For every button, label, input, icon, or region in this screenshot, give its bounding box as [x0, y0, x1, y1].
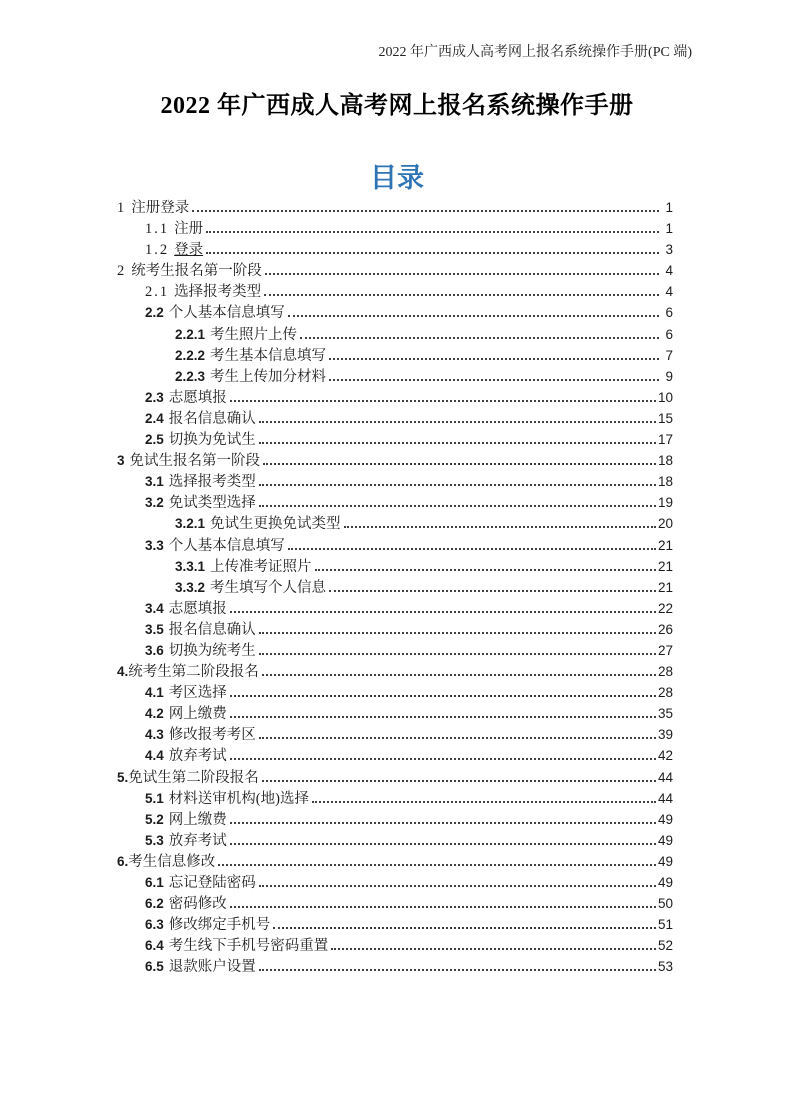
toc-entry-number: 1.1 [145, 221, 170, 238]
toc-entry[interactable] [117, 788, 673, 809]
toc-leader-dots [264, 294, 659, 296]
toc-entry-page: 1 [665, 200, 673, 215]
toc-entry[interactable] [117, 218, 673, 239]
toc-entry[interactable] [117, 345, 673, 366]
toc-entry-number: 4.4 [145, 748, 164, 764]
toc-entry-number: 3 [117, 453, 125, 469]
toc-entry-title: 考生上传加分材料 [210, 368, 327, 385]
toc-entry-title: 免试类型选择 [168, 495, 256, 512]
toc-leader-dots [265, 273, 659, 275]
toc-entry[interactable] [117, 619, 673, 640]
toc-entry-page: 51 [657, 917, 673, 933]
toc-leader-dots [329, 590, 656, 592]
toc-leader-dots [288, 315, 659, 317]
toc-entry-page: 21 [657, 537, 673, 553]
toc-leader-dots [288, 548, 656, 550]
toc-leader-dots [331, 948, 656, 950]
toc-entry-title: 考生信息修改 [128, 853, 216, 870]
toc-entry-number: 3.2 [145, 495, 164, 511]
toc-entry-title: 统考生报名第一阶段 [131, 263, 262, 280]
toc-entry-page: 27 [657, 642, 673, 658]
toc-leader-dots [273, 927, 656, 929]
toc-entry[interactable] [117, 387, 673, 408]
document-title: 2022 年广西成人高考网上报名系统操作手册 [160, 93, 634, 119]
toc-leader-dots [259, 653, 656, 655]
toc-entry-title: 材料送审机构(地)选择 [168, 790, 309, 807]
toc-entry[interactable] [117, 914, 673, 935]
toc-entry-page: 49 [657, 811, 673, 827]
toc-leader-dots [206, 231, 659, 233]
toc-leader-dots [262, 780, 656, 782]
toc-entry-page: 22 [657, 600, 673, 616]
toc-leader-dots [230, 611, 656, 613]
toc-entry-page: 26 [657, 621, 673, 637]
toc-entry[interactable] [117, 851, 673, 872]
toc-leader-dots [230, 843, 656, 845]
toc-entry-number: 2 [117, 263, 127, 280]
toc-entry[interactable] [117, 830, 673, 851]
toc-entry-title: 个人基本信息填写 [168, 537, 285, 554]
toc-entry-title: 注册登录 [131, 200, 190, 216]
toc-leader-dots [329, 358, 659, 360]
toc-entry-page: 1 [665, 221, 673, 237]
toc-heading: 目录 [370, 163, 424, 193]
toc-entry-number: 4.3 [145, 727, 164, 743]
toc-entry-title: 免试生报名第一阶段 [129, 453, 261, 470]
toc-entry-page: 21 [657, 558, 673, 574]
toc-entry-number: 3.5 [145, 621, 164, 637]
toc-entry-title: 选择报考类型 [174, 284, 262, 301]
toc-entry-number: 6.2 [145, 896, 164, 912]
toc-entry-page: 7 [665, 347, 673, 363]
toc-leader-dots [300, 337, 659, 339]
toc-entry-page: 44 [657, 790, 673, 806]
toc-entry-number: 2.2.3 [175, 368, 206, 384]
toc-entry[interactable] [117, 281, 673, 302]
toc-leader-dots [259, 885, 656, 887]
toc-entry[interactable] [117, 872, 673, 893]
toc-entry-page: 19 [657, 495, 673, 511]
toc-entry-number: 3.2.1 [175, 516, 206, 532]
toc-entry-number: 3.3.1 [175, 558, 206, 574]
toc-leader-dots [206, 252, 659, 254]
toc-entry-number: 6. [117, 853, 129, 869]
toc-entry-number: 2.3 [145, 389, 164, 405]
toc-entry-page: 18 [657, 453, 673, 469]
toc-leader-dots [218, 864, 656, 866]
toc-entry[interactable] [117, 703, 673, 724]
toc-entry-title: 考生基本信息填写 [210, 347, 327, 364]
toc-entry[interactable] [117, 450, 673, 471]
toc-entry-page: 44 [657, 769, 673, 785]
toc-entry-title: 个人基本信息填写 [168, 305, 285, 322]
toc-entry[interactable] [117, 408, 673, 429]
toc-entry[interactable] [117, 661, 673, 682]
toc-entry-page: 3 [665, 242, 673, 258]
page-header [0, 41, 692, 61]
toc-entry-number: 4.1 [145, 685, 164, 701]
toc-entry-title: 考区选择 [168, 685, 227, 702]
toc-entry[interactable] [117, 577, 673, 598]
toc-entry[interactable] [117, 535, 673, 556]
toc-entry-title: 放弃考试 [168, 832, 227, 849]
toc-entry[interactable] [117, 197, 673, 218]
toc-entry-number: 3.1 [145, 474, 164, 490]
toc-entry-number: 1 [117, 200, 127, 216]
toc-leader-dots [230, 822, 656, 824]
toc-leader-dots [315, 569, 656, 571]
toc-entry[interactable] [117, 767, 673, 788]
toc-entry-number: 3.6 [145, 642, 164, 658]
toc-leader-dots [230, 716, 656, 718]
toc-entry-title: 志愿填报 [168, 389, 227, 406]
header-text: 2022 年广西成人高考网上报名系统操作手册(PC 端) [378, 45, 692, 60]
toc-entry-title: 登录 [174, 242, 204, 259]
toc-leader-dots [263, 463, 656, 465]
toc-entry-title: 密码修改 [168, 896, 227, 913]
toc-entry[interactable] [117, 745, 673, 766]
toc-entry-page: 53 [657, 959, 673, 975]
toc-leader-dots [259, 737, 656, 739]
toc-leader-dots [344, 526, 656, 528]
toc-entry-number: 2.4 [145, 410, 164, 426]
toc-entry[interactable] [117, 239, 673, 260]
toc-entry-title: 报名信息确认 [168, 410, 256, 427]
toc-entry-page: 49 [657, 853, 673, 869]
toc-entry[interactable] [117, 492, 673, 513]
toc-entry-page: 6 [665, 326, 673, 342]
toc-entry[interactable] [117, 471, 673, 492]
toc-entry-title: 考生填写个人信息 [210, 579, 327, 596]
toc-entry-page: 10 [657, 389, 673, 405]
toc-entry[interactable] [117, 556, 673, 577]
toc-entry-page: 39 [657, 727, 673, 743]
toc-entry[interactable] [117, 302, 673, 323]
toc-entry-page: 52 [657, 938, 673, 954]
toc-entry-page: 17 [657, 432, 673, 448]
toc-leader-dots [192, 210, 659, 212]
toc-entry-title: 忘记登陆密码 [168, 875, 256, 891]
toc-entry-number: 3.3.2 [175, 579, 206, 595]
toc-entry[interactable] [117, 724, 673, 745]
toc-entry[interactable] [117, 682, 673, 703]
toc-entry-number: 4. [117, 664, 129, 680]
toc-leader-dots [230, 400, 656, 402]
toc-entry-page: 50 [657, 896, 673, 912]
toc-leader-dots [259, 632, 656, 634]
toc-entry-page: 20 [657, 516, 673, 532]
toc-leader-dots [312, 801, 656, 803]
toc-entry-number: 3.3 [145, 537, 164, 553]
toc-entry-title: 切换为免试生 [168, 432, 256, 449]
toc-entry[interactable] [117, 598, 673, 619]
toc-entry-page: 28 [657, 685, 673, 701]
toc-entry-page: 18 [657, 474, 673, 490]
toc-leader-dots [259, 505, 656, 507]
toc-entry-title: 修改绑定手机号 [168, 917, 271, 934]
toc-entry[interactable] [117, 956, 673, 977]
toc-leader-dots [230, 695, 656, 697]
toc-entry[interactable] [117, 893, 673, 914]
toc-entry-number: 1.2 [145, 242, 170, 259]
toc-entry[interactable] [117, 640, 673, 661]
toc-leader-dots [329, 379, 659, 381]
toc-entry[interactable] [117, 513, 673, 534]
toc-entry-page: 4 [665, 263, 673, 279]
toc-entry[interactable] [117, 809, 673, 830]
toc-entry-number: 6.4 [145, 938, 164, 954]
toc-entry-title: 免试生第二阶段报名 [128, 769, 259, 786]
toc-entry-page: 9 [665, 368, 673, 384]
toc-entry-number: 2.5 [145, 432, 164, 448]
toc-entry-number: 5. [117, 769, 129, 785]
toc-entry-title: 切换为统考生 [168, 642, 256, 659]
toc-entry-title: 选择报考类型 [168, 474, 256, 491]
toc-entry-number: 3.4 [145, 600, 164, 616]
toc-leader-dots [259, 442, 656, 444]
toc-entry-page: 6 [665, 305, 673, 321]
toc-entry-title: 放弃考试 [168, 748, 227, 765]
toc-entry[interactable] [117, 366, 673, 387]
toc-entry-page: 21 [657, 579, 673, 595]
toc-leader-dots [259, 421, 656, 423]
toc-entry-page: 15 [657, 410, 673, 426]
toc-entry-title: 统考生第二阶段报名 [128, 664, 259, 681]
toc-entry-number: 5.3 [145, 832, 164, 848]
toc-entry[interactable] [117, 324, 673, 345]
toc-entry-title: 报名信息确认 [168, 621, 256, 638]
toc-list [117, 197, 673, 977]
toc-entry-number: 2.2.2 [175, 347, 206, 363]
toc-entry-number: 6.5 [145, 959, 164, 975]
toc-entry-page: 49 [657, 832, 673, 848]
toc-leader-dots [230, 906, 656, 908]
toc-entry-title: 网上缴费 [168, 811, 227, 828]
toc-entry-number: 2.2 [145, 305, 164, 321]
toc-entry-title: 志愿填报 [168, 600, 227, 617]
toc-entry-title: 修改报考考区 [168, 727, 256, 744]
toc-entry-page: 35 [657, 706, 673, 722]
toc-leader-dots [259, 969, 656, 971]
toc-entry-title: 注册 [174, 221, 204, 238]
toc-entry-page: 4 [665, 284, 673, 300]
toc-leader-dots [230, 758, 656, 760]
toc-entry-number: 4.2 [145, 706, 164, 722]
toc-entry[interactable] [117, 429, 673, 450]
toc-entry-title: 网上缴费 [168, 706, 227, 723]
toc-entry-title: 考生照片上传 [210, 326, 298, 343]
toc-entry-page: 49 [657, 875, 673, 890]
toc-entry-number: 6.1 [145, 875, 164, 890]
toc-entry[interactable] [117, 260, 673, 281]
toc-entry-title: 考生线下手机号密码重置 [168, 938, 329, 955]
toc-entry-title: 退款账户设置 [168, 959, 256, 976]
toc-entry-page: 28 [657, 664, 673, 680]
toc-entry-page: 42 [657, 748, 673, 764]
toc-entry-number: 5.2 [145, 811, 164, 827]
toc-entry-number: 6.3 [145, 917, 164, 933]
toc-leader-dots [262, 674, 656, 676]
toc-entry-number: 2.1 [145, 284, 170, 301]
toc-entry-title: 免试生更换免试类型 [210, 516, 341, 533]
toc-entry[interactable] [117, 935, 673, 956]
toc-entry-number: 2.2.1 [175, 326, 206, 342]
toc-entry-title: 上传准考证照片 [210, 558, 312, 575]
toc-entry-number: 5.1 [145, 790, 164, 806]
toc-leader-dots [259, 484, 656, 486]
